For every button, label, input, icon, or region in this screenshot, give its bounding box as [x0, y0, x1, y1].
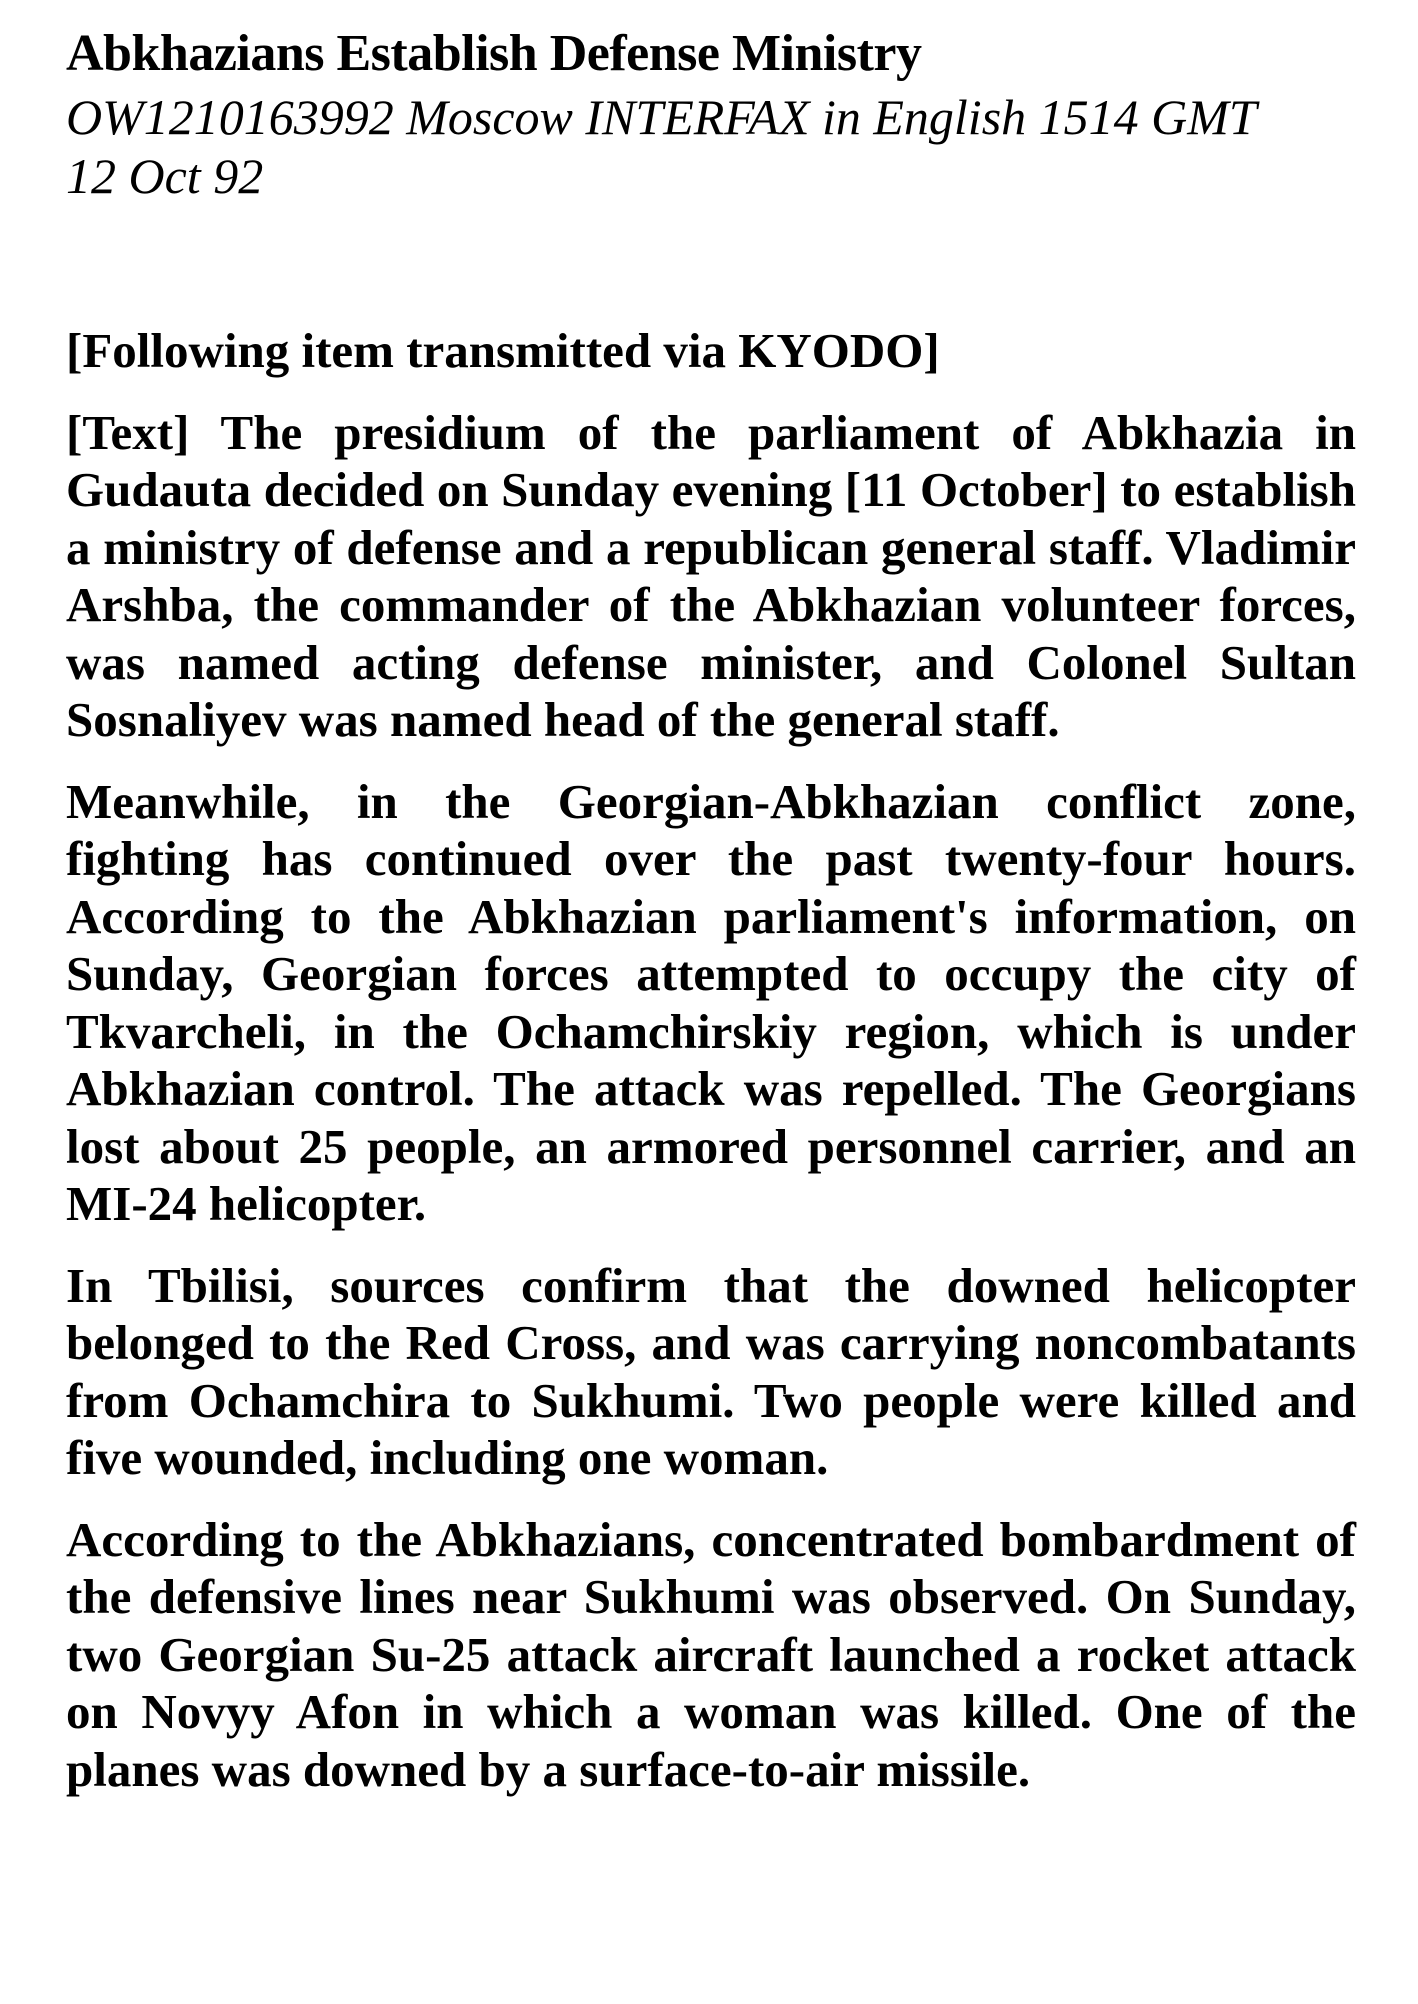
article-dateline: OW1210163992 Moscow INTERFAX in English 1514 GMT 12 Oct 92	[66, 89, 1256, 204]
paragraph-4: According to the Abkhazians, concentrated bombardment of the defensive lines near Sukhumi was observed. On Sunday, two Georgian Su-25 attack aircraft launched a rocket attack on Novyy Afon in which a woman was killed. One of the planes was downed by a surface-to-air missile.	[66, 1511, 1356, 1797]
transmit-note: [Following item transmitted via KYODO]	[66, 323, 940, 378]
article	[66, 22, 1356, 1798]
paragraph-3: In Tbilisi, sources confirm that the downed helicopter belonged to the Red Cross, and was carrying noncombatants from Ochamchira to Sukhumi. Two people were killed and five wounded, including one woman.	[66, 1257, 1356, 1485]
article-headline: Abkhazians Establish Defense Ministry	[66, 25, 922, 82]
paragraph-1: [Text] The presidium of the parliament of Abkhazia in Gudauta decided on Sunday evening [11 October] to establish a ministry of defense and a republican general staff. Vladimir Arshba, the commander of the Abkhazian volunteer forces, was named acting defense minister, and Colonel Sultan Sosnaliyev was named head of the general staff.	[66, 404, 1356, 747]
paragraph-2: Meanwhile, in the Georgian-Abkhazian conflict zone, fighting has continued over the past twenty-four hours. According to the Abkhazian parliament's information, on Sunday, Georgian forces attempted to occupy the city of Tkvarcheli, in the Ochamchirskiy region, which is under Abkhazian control. The attack was repelled. The Georgians lost about 25 people, an armored personnel carrier, and an MI-24 helicopter.	[66, 773, 1356, 1231]
